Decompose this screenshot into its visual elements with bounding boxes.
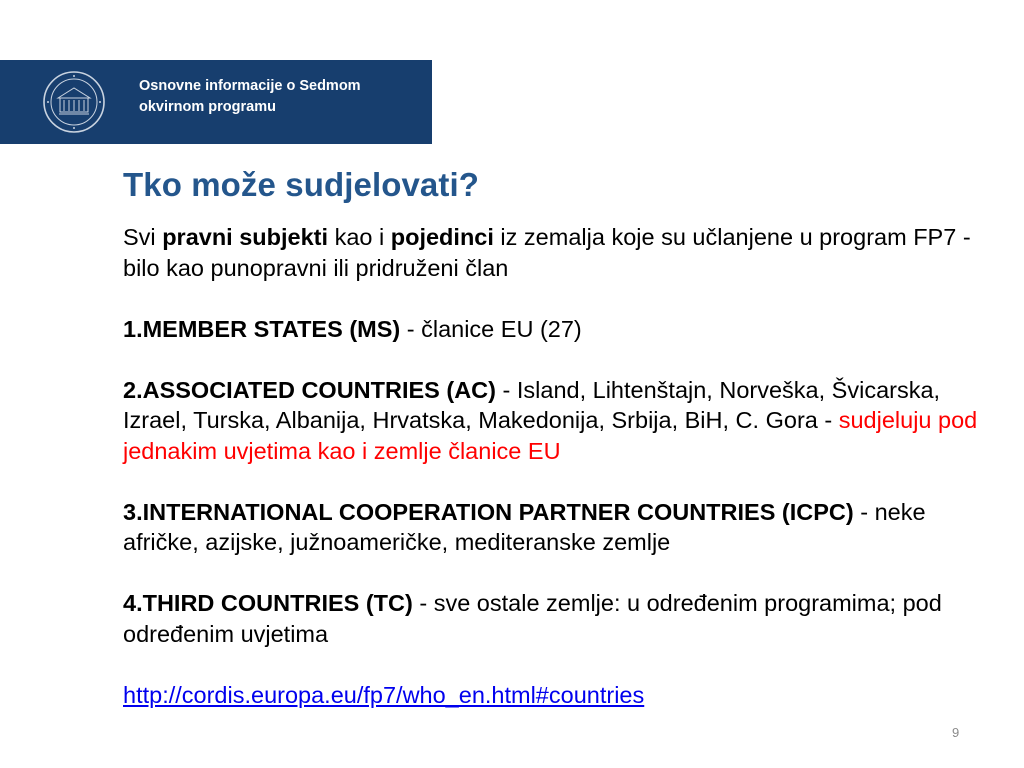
item-member-states bbox=[123, 314, 993, 345]
item-heading: 1.MEMBER STATES (MS) bbox=[123, 315, 401, 342]
intro-paragraph bbox=[123, 222, 993, 283]
spacer bbox=[123, 344, 993, 375]
spacer bbox=[123, 558, 993, 589]
item-heading: 4.THIRD COUNTRIES (TC) bbox=[123, 590, 413, 616]
header-band bbox=[0, 60, 432, 144]
header-title bbox=[139, 76, 429, 118]
header-title-line2: okvirnom programu bbox=[139, 99, 276, 115]
item-highlight: sudjeluju pod jednakim uvjetima kao i zemlje članice EU bbox=[123, 407, 978, 464]
item-heading: 3.INTERNATIONAL COOPERATION PARTNER COUNTRIES (ICPC) bbox=[123, 498, 854, 525]
university-seal-icon bbox=[42, 70, 106, 134]
item-text: - sve ostale zemlje: u određenim programima; pod određenim uvjetima bbox=[123, 590, 942, 647]
spacer bbox=[123, 283, 993, 314]
intro-pre: Svi bbox=[123, 224, 163, 250]
intro-post: iz zemalja koje su učlanjene u program FP7 - bilo kao punopravni ili pridruženi član bbox=[123, 224, 971, 281]
item-text: - Island, Lihtenštajn, Norveška, Švicarska, Izrael, Turska, Albanija, Hrvatska, Makedonija, Srbija, BiH, C. Gora - bbox=[123, 376, 941, 433]
item-icpc bbox=[123, 497, 993, 558]
spacer bbox=[123, 649, 993, 680]
intro-mid: kao i bbox=[328, 224, 391, 250]
item-third-countries bbox=[123, 588, 993, 649]
slide-title: Tko može sudjelovati? bbox=[123, 166, 479, 203]
intro-bold-legal-entities: pravni subjekti bbox=[162, 224, 329, 250]
item-text: - članice EU (27) bbox=[400, 315, 582, 342]
page-number: 9 bbox=[952, 725, 960, 740]
item-heading: 2.ASSOCIATED COUNTRIES (AC) bbox=[123, 376, 496, 403]
intro-bold-individuals: pojedinci bbox=[390, 224, 494, 250]
item-text: - neke afričke, azijske, južnoameričke, mediteranske zemlje bbox=[123, 498, 926, 555]
link-paragraph bbox=[123, 680, 993, 711]
slide-content bbox=[123, 222, 993, 710]
cordis-link[interactable]: http://cordis.europa.eu/fp7/who_en.html#countries bbox=[123, 681, 645, 708]
spacer bbox=[123, 466, 993, 497]
item-associated-countries bbox=[123, 375, 993, 467]
header-title-line1: Osnovne informacije o Sedmom bbox=[139, 78, 361, 94]
